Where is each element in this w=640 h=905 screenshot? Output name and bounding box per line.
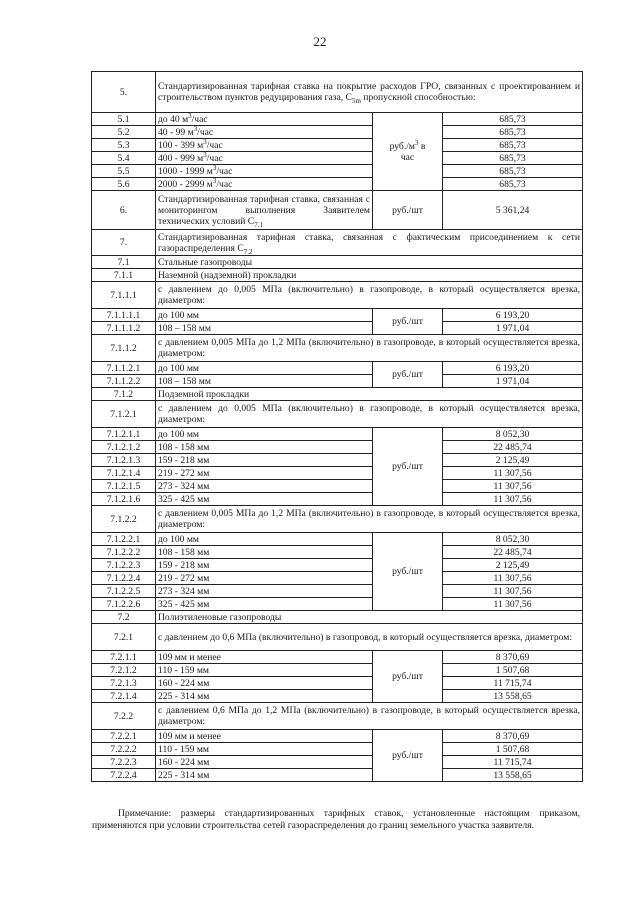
row-description: Стандартизированная тарифная ставка, связанная с фактическим присоединением к сети газораспределения $С_{7.2}$ (156, 230, 583, 256)
table-row (92, 743, 583, 756)
unit-cell: руб./шт (373, 309, 443, 335)
unit-cell: руб./шт (373, 651, 443, 703)
row-description: Подземной прокладки (156, 388, 583, 401)
tariff-value: 8 370,69 (443, 730, 583, 743)
table-row (92, 506, 583, 533)
table-row (92, 651, 583, 664)
row-description: 100 - 399 $м^3$/час (156, 139, 373, 152)
row-description: 219 - 272 мм (156, 572, 373, 585)
unit-cell: руб./шт (373, 533, 443, 611)
row-description: 160 - 224 мм (156, 756, 373, 769)
row-code: 7.1.2.1 (92, 401, 156, 428)
table-row (92, 677, 583, 690)
row-description: до 100 мм (156, 428, 373, 441)
table-row (92, 559, 583, 572)
row-code: 7.1 (92, 256, 156, 269)
row-description: с давлением 0,6 МПа до 1,2 МПа (включительно) в газопроводе, в который осуществляется врезка, диаметром: (156, 703, 583, 730)
tariff-value: 685,73 (443, 113, 583, 126)
table-row (92, 533, 583, 546)
table-row (92, 454, 583, 467)
tariff-value: 1 507,68 (443, 664, 583, 677)
row-description: 2000 - 2999 $м^3$/час (156, 178, 373, 191)
row-description: 225 - 314 мм (156, 769, 373, 782)
row-code: 7.1.1.2.2 (92, 375, 156, 388)
tariff-value: 11 715,74 (443, 756, 583, 769)
table-row (92, 493, 583, 506)
row-description: 325 - 425 мм (156, 598, 373, 611)
table-row (92, 230, 583, 256)
table-row (92, 113, 583, 126)
row-code: 7.1.2.1.4 (92, 467, 156, 480)
tariff-value: 8 052,30 (443, 533, 583, 546)
row-description: до 40 $м^3$/час (156, 113, 373, 126)
tariff-value: 685,73 (443, 165, 583, 178)
table-row (92, 441, 583, 454)
table-row (92, 178, 583, 191)
tariff-value: 8 370,69 (443, 651, 583, 664)
row-description: 108 – 158 мм (156, 375, 373, 388)
unit-cell: руб./шт (373, 730, 443, 782)
row-description: с давлением до 0,005 МПа (включительно) в газопроводе, в который осуществляется врезка, диаметром: (156, 401, 583, 428)
row-code: 7.1.2.2.2 (92, 546, 156, 559)
row-description: 40 - 99 $м^3$/час (156, 126, 373, 139)
tariff-value: 11 307,56 (443, 585, 583, 598)
row-description: с давлением 0,005 МПа до 1,2 МПа (включительно) в газопроводе, в который осуществляется врезка, диаметром: (156, 506, 583, 533)
table-row (92, 375, 583, 388)
row-code: 6. (92, 191, 156, 230)
unit-cell: руб./шт (373, 428, 443, 506)
row-code: 7. (92, 230, 156, 256)
row-code: 7.1.1.1 (92, 282, 156, 309)
row-description: 225 - 314 мм (156, 690, 373, 703)
tariff-value: 6 193,20 (443, 309, 583, 322)
tariff-value: 2 125,49 (443, 559, 583, 572)
table-row (92, 256, 583, 269)
row-description: 109 мм и менее (156, 730, 373, 743)
row-description: 159 - 218 мм (156, 454, 373, 467)
row-description: с давлением до 0,005 МПа (включительно) в газопроводе, в который осуществляется врезка, диаметром: (156, 282, 583, 309)
row-description: 273 - 324 мм (156, 585, 373, 598)
tariff-value: 11 307,56 (443, 493, 583, 506)
table-row (92, 611, 583, 624)
table-row (92, 664, 583, 677)
tariff-value: 6 193,20 (443, 362, 583, 375)
tariff-value: 11 307,56 (443, 572, 583, 585)
row-code: 7.1.2.1.6 (92, 493, 156, 506)
row-code: 7.1.2.2.4 (92, 572, 156, 585)
tariff-value: 11 307,56 (443, 467, 583, 480)
table-row (92, 401, 583, 428)
table-row (92, 282, 583, 309)
row-description: Стальные газопроводы (156, 256, 583, 269)
row-code: 7.1.2.1.1 (92, 428, 156, 441)
row-code: 5.3 (92, 139, 156, 152)
table-row (92, 335, 583, 362)
row-code: 7.1.1.2.1 (92, 362, 156, 375)
row-description: Стандартизированная тарифная ставка, связанная с мониторингом выполнения Заявителем технических условий $С_{7.1}$ (156, 191, 373, 230)
unit-cell: $руб./м^3$ в час (373, 113, 443, 191)
row-code: 7.1.1 (92, 269, 156, 282)
row-code: 5.2 (92, 126, 156, 139)
tariff-value: 22 485,74 (443, 441, 583, 454)
row-code: 7.1.2.1.3 (92, 454, 156, 467)
row-description: 219 - 272 мм (156, 467, 373, 480)
row-description: 108 - 158 мм (156, 441, 373, 454)
tariff-value: 13 558,65 (443, 769, 583, 782)
row-code: 5.5 (92, 165, 156, 178)
table-row (92, 598, 583, 611)
row-description: до 100 мм (156, 533, 373, 546)
row-code: 5.6 (92, 178, 156, 191)
tariff-value: 685,73 (443, 152, 583, 165)
tariff-value: 685,73 (443, 139, 583, 152)
row-code: 7.2.1.2 (92, 664, 156, 677)
row-code: 7.2.1.3 (92, 677, 156, 690)
table-row (92, 126, 583, 139)
row-code: 7.2.1.1 (92, 651, 156, 664)
row-description: 109 мм и менее (156, 651, 373, 664)
row-code: 7.2.2.1 (92, 730, 156, 743)
row-code: 7.1.2.1.2 (92, 441, 156, 454)
tariff-value: 1 507,68 (443, 743, 583, 756)
row-description: 110 - 159 мм (156, 664, 373, 677)
row-code: 7.1.1.1.2 (92, 322, 156, 335)
row-code: 7.2.2 (92, 703, 156, 730)
row-description: Стандартизированная тарифная ставка на покрытие расходов ГРО, связанных с проектированием и строительством пунктов редуцирования газа, $С_{5m}$ пропускной способностью: (156, 72, 583, 113)
table-row (92, 480, 583, 493)
table-row (92, 690, 583, 703)
row-description: 108 – 158 мм (156, 322, 373, 335)
tariff-value: 685,73 (443, 178, 583, 191)
tariff-value: 1 971,04 (443, 375, 583, 388)
table-row (92, 467, 583, 480)
table-row (92, 585, 583, 598)
table-row (92, 152, 583, 165)
row-description: Полиэтиленовые газопроводы (156, 611, 583, 624)
row-description: 400 - 999 $м^3$/час (156, 152, 373, 165)
tariff-value: 8 052,30 (443, 428, 583, 441)
row-description: с давлением до 0,6 МПа (включительно) в газопровод, в который осуществляется врезка, диаметром: (156, 624, 583, 651)
row-description: 273 - 324 мм (156, 480, 373, 493)
unit-cell: руб./шт (373, 362, 443, 388)
row-description: 108 - 158 мм (156, 546, 373, 559)
table-row (92, 388, 583, 401)
page-number: 22 (313, 34, 327, 49)
table-row (92, 191, 583, 230)
table-row (92, 139, 583, 152)
tariff-value: 11 307,56 (443, 598, 583, 611)
row-code: 7.2.2.2 (92, 743, 156, 756)
table-row (92, 269, 583, 282)
row-description: 1000 - 1999 $м^3$/час (156, 165, 373, 178)
row-code: 7.1.2.2 (92, 506, 156, 533)
row-code: 7.2.2.3 (92, 756, 156, 769)
row-description: 160 - 224 мм (156, 677, 373, 690)
table-row (92, 730, 583, 743)
table-row (92, 703, 583, 730)
row-code: 7.1.2.2.3 (92, 559, 156, 572)
footnote-text: Примечание: размеры стандартизированных тарифных ставок, установленные настоящим приказом, применяются при условии строительства сетей газораспределения до границ земельного участка заявителя. (92, 808, 580, 831)
tariff-value: 13 558,65 (443, 690, 583, 703)
tariff-value: 1 971,04 (443, 322, 583, 335)
row-description: Наземной (надземной) прокладки (156, 269, 583, 282)
row-description: до 100 мм (156, 309, 373, 322)
row-description: 110 - 159 мм (156, 743, 373, 756)
row-code: 7.1.1.2 (92, 335, 156, 362)
table-row (92, 165, 583, 178)
row-code: 5.4 (92, 152, 156, 165)
table-row (92, 322, 583, 335)
row-code: 7.1.2.2.5 (92, 585, 156, 598)
table-row (92, 624, 583, 651)
row-code: 7.2.2.4 (92, 769, 156, 782)
table-row (92, 362, 583, 375)
tariff-value: 2 125,49 (443, 454, 583, 467)
footnote (92, 808, 580, 832)
row-description: 325 - 425 мм (156, 493, 373, 506)
table-row (92, 572, 583, 585)
table-row (92, 72, 583, 113)
row-code: 7.1.1.1.1 (92, 309, 156, 322)
row-code: 5.1 (92, 113, 156, 126)
row-code: 5. (92, 72, 156, 113)
tariff-value: 11 307,56 (443, 480, 583, 493)
row-code: 7.2.1.4 (92, 690, 156, 703)
tariff-value: 22 485,74 (443, 546, 583, 559)
row-code: 7.1.2.2.6 (92, 598, 156, 611)
table-row (92, 546, 583, 559)
row-code: 7.2.1 (92, 624, 156, 651)
row-code: 7.1.2 (92, 388, 156, 401)
tariff-table (91, 71, 583, 782)
table-row (92, 428, 583, 441)
row-description: с давлением 0,005 МПа до 1,2 МПа (включительно) в газопроводе, в который осуществляется врезка, диаметром: (156, 335, 583, 362)
table-row (92, 309, 583, 322)
row-code: 7.1.2.2.1 (92, 533, 156, 546)
table-row (92, 769, 583, 782)
row-code: 7.2 (92, 611, 156, 624)
row-code: 7.1.2.1.5 (92, 480, 156, 493)
tariff-value: 5 361,24 (443, 191, 583, 230)
table-row (92, 756, 583, 769)
row-description: до 100 мм (156, 362, 373, 375)
unit-cell: руб./шт (373, 191, 443, 230)
tariff-value: 685,73 (443, 126, 583, 139)
row-description: 159 - 218 мм (156, 559, 373, 572)
tariff-value: 11 715,74 (443, 677, 583, 690)
